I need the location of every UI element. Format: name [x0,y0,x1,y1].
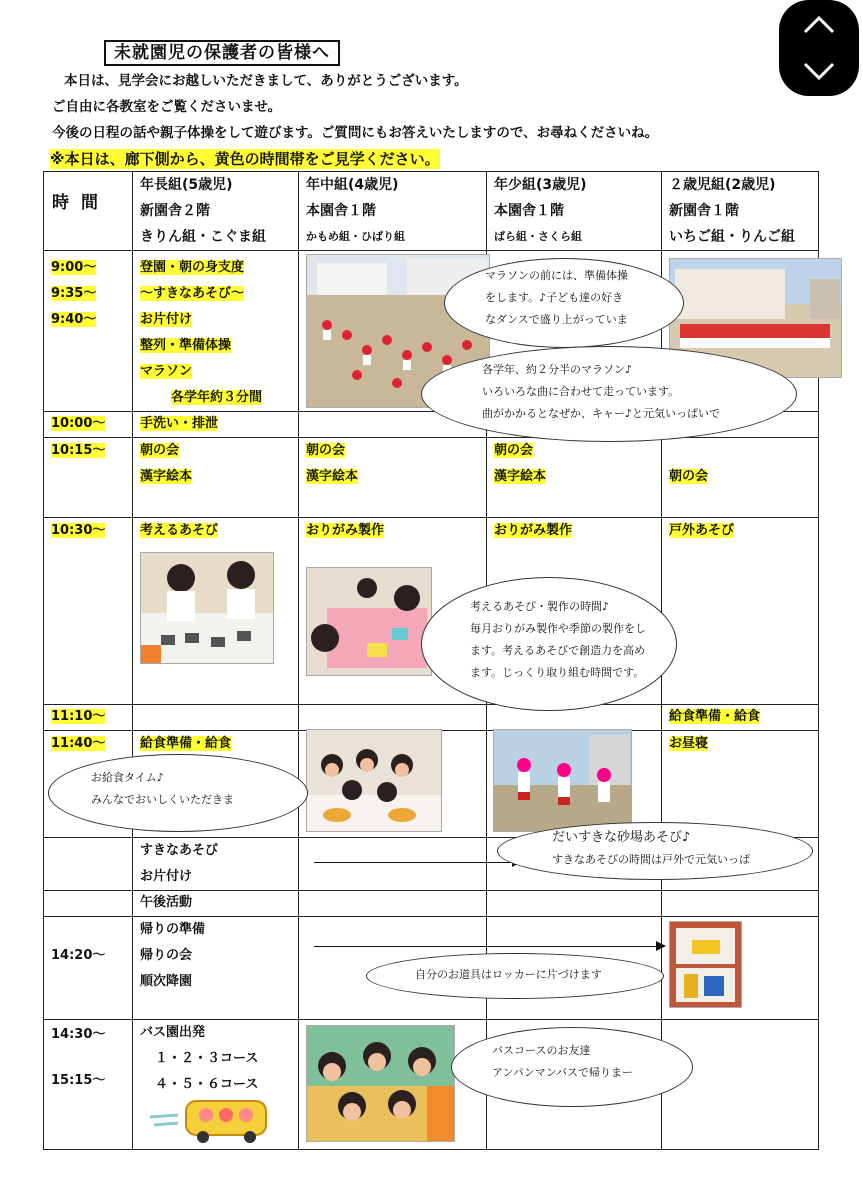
time-cell [44,1020,133,1150]
bubble-text: なダンスで盛り上がっていま [485,313,628,326]
activity-text: すきなあそび [140,843,219,858]
activity-text: 整列・準備体操 [140,338,232,353]
activity-text: 手洗い・排泄 [140,416,219,431]
col-header-c1 [133,172,299,251]
bubble-text: 各学年、約２分半のマラソン♪ [482,363,633,376]
activity-text: 登園・朝の身支度 [140,260,245,275]
activity-cell [133,412,299,438]
intro-line-1: 本日は、見学会にお越しいただきまして、ありがとうございます。 [64,73,468,89]
col-classes: いちご組・りんご組 [669,229,795,245]
page-title: 未就園児の保護者の皆様へ [104,40,340,66]
arrow-line [314,862,514,863]
intro-line-2: ご自由に各教室をご覧くださいませ。 [52,99,282,115]
time-label: 14:30〜 [51,1027,106,1042]
activity-cell [299,838,487,891]
activity-text: お片付け [140,312,193,327]
activity-text: マラソン [140,364,193,379]
thinking-play-photo [140,552,274,664]
activity-text: 戸外あそび [669,523,735,538]
time-label: 10:30〜 [51,523,106,538]
col-name: 年中組(4歳児) [306,177,399,193]
activity-cell [299,438,487,518]
activity-cell [662,891,819,917]
marathon-prep-bubble [444,258,684,348]
bubble-text: 毎月おりがみ製作や季節の製作をし [470,622,646,635]
time-cell [44,917,133,1020]
chevron-up-icon[interactable] [801,14,837,36]
activity-text: 朝の会 [494,443,534,458]
bus-photo [306,1025,455,1142]
bus-bubble [451,1027,693,1107]
notice-banner: ※本日は、廊下側から、黄色の時間帯をご見学ください。 [50,150,440,168]
activity-text: おりがみ製作 [494,523,573,538]
col-classes: かもめ組・ひばり組 [306,230,405,243]
bubble-text: をします。♪子ども達の好き [485,291,624,304]
col-floor: 新園舎２階 [140,203,210,219]
col-header-c2 [299,172,487,251]
time-header-cell [44,172,133,251]
activity-cell [487,891,662,917]
activity-cell [487,438,662,518]
col-name: ２歳児組(2歳児) [669,177,776,193]
bus-illustration [148,1095,270,1145]
bubble-text: マラソンの前には、準備体操 [485,269,628,282]
bubble-text: アンパンマンバスで帰りまー [492,1066,634,1079]
col-floor: 本園舎１階 [494,203,564,219]
activity-cell [133,705,299,731]
chevron-down-icon[interactable] [801,60,837,82]
marathon-bubble [421,346,797,442]
locker-photo [669,921,742,1008]
bubble-text: バスコースのお友達 [492,1044,591,1057]
col-classes: ばら組・さくら組 [494,230,582,243]
sandbox-photo [493,729,632,832]
activity-text: おりがみ製作 [306,523,385,538]
time-cell [44,838,133,891]
bubble-text: だいすきな砂場あそび♪ [552,830,691,845]
time-label: 14:20〜 [51,948,106,963]
intro-line-3: 今後の日程の話や親子体操をして遊びます。ご質問にもお答えいたしますので、お尋ねくださいね。 [52,125,659,141]
activity-cell [133,838,299,891]
bubble-text: ます。じっくり取り組む時間です。 [470,666,645,679]
arrow-right-icon [656,941,666,951]
bubble-text: ます。考えるあそびで創造力を高め [470,644,646,657]
time-cell [44,412,133,438]
time-cell [44,518,133,705]
activity-text: 各学年約３分間 [171,390,263,405]
activity-cell [133,251,299,412]
col-floor: 本園舎１階 [306,203,376,219]
activity-cell [662,518,819,705]
locker-bubble [366,953,664,999]
activity-text: 〜すきなあそび〜 [140,286,245,301]
activity-text: 漢字絵本 [494,469,547,484]
activity-cell [299,705,487,731]
bubble-text: みんなでおいしくいただきま [91,793,234,806]
activity-text: ４・５・６コース [155,1077,259,1092]
activity-cell [662,705,819,731]
time-label: 11:40〜 [51,736,106,751]
sandbox-bubble [497,822,813,880]
lunch-photo [306,729,442,832]
activity-text: バス園出発 [140,1025,206,1040]
time-cell [44,251,133,412]
col-header-c3 [487,172,662,251]
activity-text: お片付け [140,869,193,884]
col-floor: 新園舎１階 [669,203,739,219]
bubble-text: お給食タイム♪ [91,771,164,784]
table-row [44,891,819,917]
table-row [44,438,819,518]
scroll-nav[interactable] [779,0,859,96]
bubble-text: 考えるあそび・製作の時間♪ [470,600,610,613]
bubble-text: すきなあそびの時間は戸外で元気いっぱ [552,853,750,866]
activity-cell [133,438,299,518]
craft-bubble [421,577,677,711]
activity-cell [662,438,819,518]
time-label: 10:15〜 [51,443,106,458]
activity-text: １・２・３コース [155,1051,259,1066]
activity-text: 給食準備・給食 [669,709,761,724]
time-label: 10:00〜 [51,416,106,431]
time-cell [44,891,133,917]
activity-text: 帰りの会 [140,948,193,963]
activity-text: 朝の会 [669,469,709,484]
bubble-text: 自分のお道具はロッカーに片づけます [415,968,602,981]
activity-text: 朝の会 [306,443,346,458]
table-header-row [44,172,819,251]
bubble-text: いろいろな曲に合わせて走っています。 [482,385,680,398]
time-label: 11:10〜 [51,709,106,724]
time-cell [44,438,133,518]
col-name: 年長組(5歳児) [140,177,233,193]
activity-text: 順次降園 [140,974,193,989]
time-cell [44,705,133,731]
activity-cell [133,891,299,917]
activity-text: 給食準備・給食 [140,736,232,751]
activity-cell [662,731,819,838]
activity-text: 考えるあそび [140,523,219,538]
time-label: 9:40〜 [51,312,97,327]
activity-text: 帰りの準備 [140,922,206,937]
activity-cell [133,917,299,1020]
origami-photo [306,567,432,676]
activity-text: 漢字絵本 [306,469,359,484]
arrow-line [314,946,658,947]
lunch-bubble [48,754,308,832]
time-label: 9:35〜 [51,286,97,301]
col-header-c4 [662,172,819,251]
activity-text: 漢字絵本 [140,469,193,484]
activity-text: お昼寝 [669,736,709,751]
activity-text: 午後活動 [140,895,193,910]
col-classes: きりん組・こぐま組 [140,229,266,245]
activity-text: 朝の会 [140,443,180,458]
time-label: 15:15〜 [51,1073,106,1088]
time-label: 9:00〜 [51,260,97,275]
activity-cell [299,891,487,917]
table-row [44,705,819,731]
bubble-text: 曲がかかるとなぜか、キャー♪と元気いっぱいで [482,407,721,420]
time-header: 時間 [52,193,110,213]
col-name: 年少組(3歳児) [494,177,587,193]
